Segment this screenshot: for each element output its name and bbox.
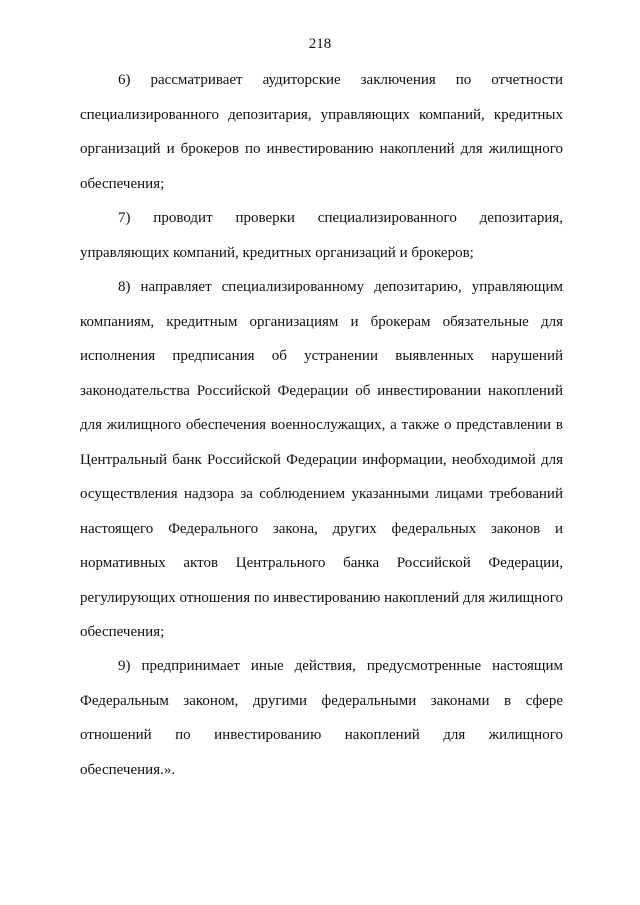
- paragraph-item-7: 7) проводит проверки специализированного депозитария, управляющих компаний, кредитных организаций и брокеров;: [80, 210, 563, 261]
- paragraph-item-8: 8) направляет специализированному депозитарию, управляющим компаниям, кредитным организациям и брокерам обязательные для исполнения предписания об устранении выявленных нарушений законодательства Российской Федерации об инвестировании накоплений для жилищного обеспечения военнослужащих, а также о представлении в Центральный банк Российской Федерации информации, необходимой для осуществления надзора за соблюдением указанными лицами требований настоящего Федерального закона, других федеральных законов и нормативных актов Центрального банка Российской Федерации, регулирующих отношения по инвестированию накоплений для жилищного обеспечения;: [80, 279, 563, 640]
- page-number: 218: [308, 36, 332, 52]
- paragraph-item-9: 9) предпринимает иные действия, предусмотренные настоящим Федеральным законом, другими федеральными законами в сфере отношений по инвестированию накоплений для жилищного обеспечения.».: [80, 658, 563, 778]
- paragraph-item-6: 6) рассматривает аудиторские заключения по отчетности специализированного депозитария, управляющих компаний, кредитных организаций и брокеров по инвестированию накоплений для жилищного обеспечения;: [80, 72, 563, 192]
